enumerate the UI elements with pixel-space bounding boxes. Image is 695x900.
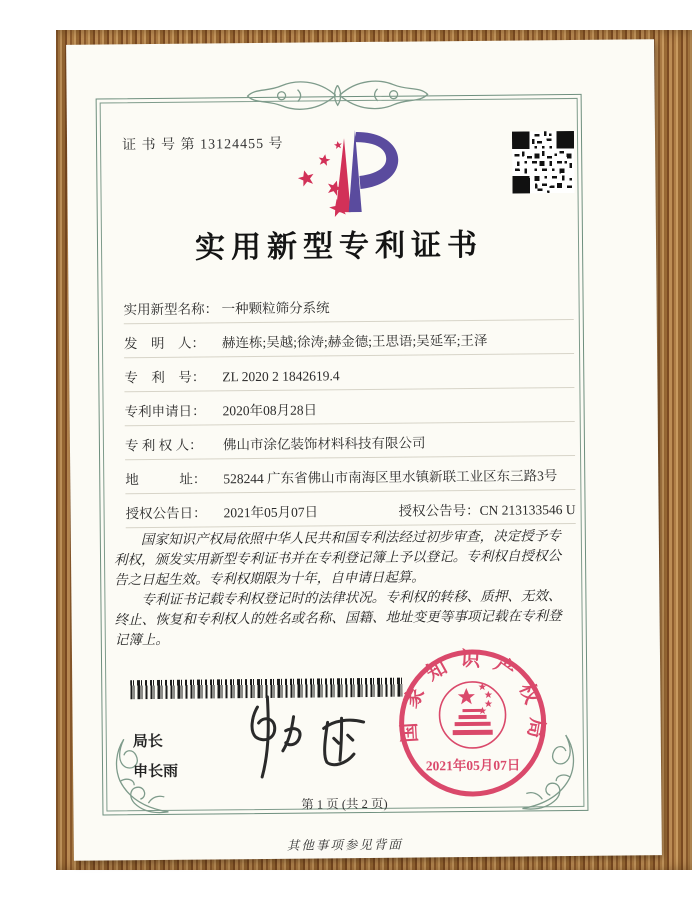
certificate-number: 证 书 号 第 13124455 号 <box>121 136 284 154</box>
field-value: 佛山市涂亿装饰材料科技有限公司 <box>222 435 426 453</box>
legal-text <box>114 526 562 650</box>
director-signature <box>227 690 378 783</box>
certificate-title: 实用新型专利证书 <box>194 228 484 265</box>
director-name: 申长雨 <box>132 762 179 781</box>
field-label: 专利申请日： <box>124 403 206 420</box>
field-label: 实用新型名称： <box>123 301 219 318</box>
field-value: 一种颗粒筛分系统 <box>221 300 330 317</box>
page-number: 第 1 页 (共 2 页) <box>301 796 388 812</box>
svg-text:国家知识产权局 <box>396 646 549 753</box>
field-row-grant <box>125 490 575 528</box>
cnipa-logo-icon <box>282 126 403 219</box>
legal-paragraph: 专利证书记载专利权登记时的法律状况。专利权的转移、质押、无效、终止、恢复和专利权人的姓名或名称、国籍、地址变更等事项记载在专利登记簿上。 <box>114 588 562 648</box>
seal-agency-text: 国家知识产权局 <box>397 648 549 752</box>
field-value: ZL 2020 2 1842619.4 <box>222 368 340 385</box>
field-value: 赫连栋;吴越;徐涛;赫金德;王思语;吴延军;王泽 <box>221 332 488 351</box>
spacer <box>318 520 398 521</box>
certificate-fields <box>123 286 575 528</box>
legal-paragraph: 国家知识产权局依照中华人民共和国专利法经过初步审查，决定授予专利权，颁发实用新型专利证书并在专利登记簿上予以登记。专利权自授权公告之日起生效。专利权期限为十年，自申请日起算。 <box>113 528 562 588</box>
director-block <box>133 727 179 787</box>
field-label: 地 址： <box>125 471 207 488</box>
director-title: 局长 <box>132 732 163 751</box>
field-value: CN 213133546 U <box>479 501 576 518</box>
field-row-application-date <box>124 388 574 426</box>
field-row-patentee <box>125 422 575 460</box>
certificate-page <box>66 39 662 861</box>
qr-code <box>512 131 575 194</box>
field-row-address <box>125 456 575 494</box>
field-label: 发 明 人： <box>123 335 206 352</box>
field-label: 专 利 权 人： <box>124 437 203 454</box>
field-value: 2021年05月07日 <box>223 504 319 521</box>
frame-top-flourish-ornament <box>237 74 437 116</box>
official-seal <box>394 644 556 806</box>
field-row-name <box>123 286 573 324</box>
field-label: 授权公告日： <box>125 505 207 522</box>
field-value: 2020年08月28日 <box>222 402 318 419</box>
field-label: 授权公告号： <box>398 502 480 519</box>
field-row-inventors <box>124 320 574 358</box>
seal-date: 2021年05月07日 <box>425 757 521 774</box>
national-emblem-icon <box>452 683 492 735</box>
field-value: 528244 广东省佛山市南海区里水镇新联工业区东三路3号 <box>223 468 558 487</box>
field-row-patent-number <box>124 354 574 392</box>
field-label: 专 利 号： <box>124 369 206 386</box>
back-side-note: 其他事项参见背面 <box>286 837 403 853</box>
